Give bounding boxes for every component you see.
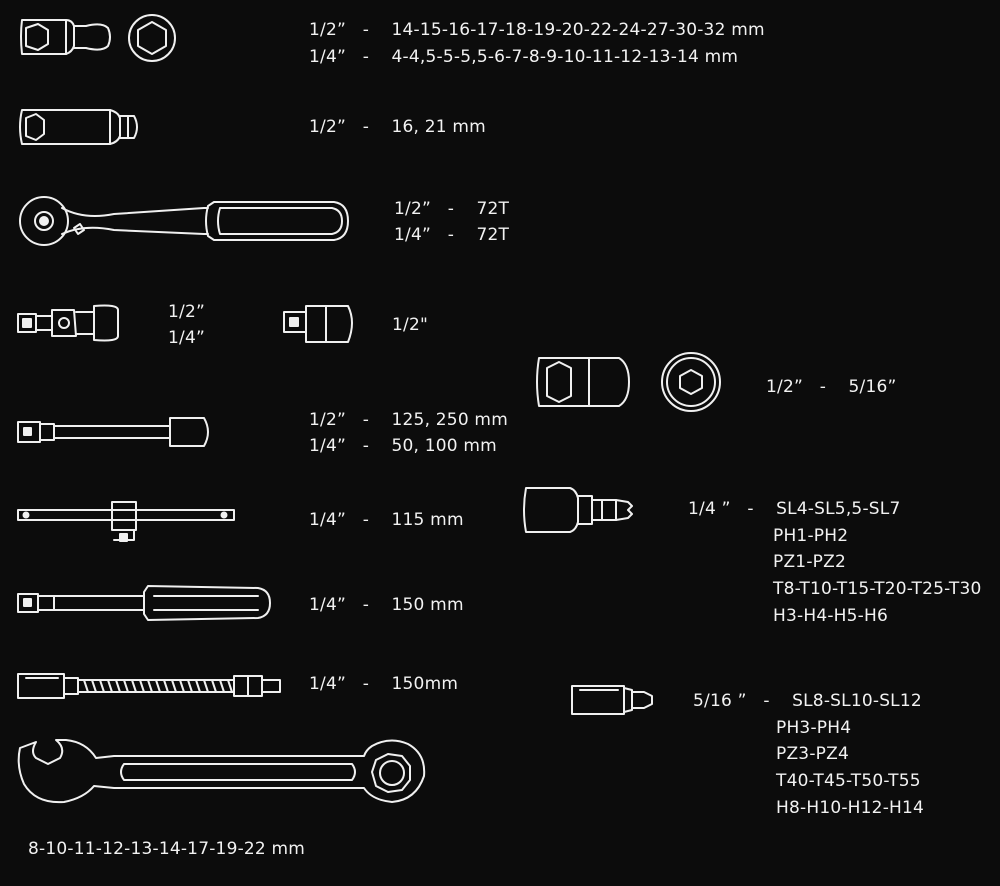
ratchets-spec-2: 1/4” - 72T xyxy=(394,225,510,245)
socket-icon xyxy=(16,12,116,62)
bits-spec-3: PZ3-PZ4 xyxy=(776,744,849,764)
screwdriver-handle-icon xyxy=(14,578,276,628)
universal-joint-spec-2: 1/4” xyxy=(168,328,205,348)
bit-sockets-spec-4: T8-T10-T15-T20-T25-T30 xyxy=(773,579,982,599)
combination-wrench-icon xyxy=(14,734,430,810)
adapter-spec: 1/2" xyxy=(392,315,428,335)
bit-sockets-spec-3: PZ1-PZ2 xyxy=(773,552,846,572)
bits-spec-1: 5/16 ” - SL8-SL10-SL12 xyxy=(693,691,922,711)
bit-sockets-spec-2: PH1-PH2 xyxy=(773,526,849,546)
sockets-spec-1: 1/2” - 14-15-16-17-18-19-20-22-24-27-30-32 mm xyxy=(309,20,765,40)
bit-sockets-spec-5: H3-H4-H5-H6 xyxy=(773,606,888,626)
extension-bar-icon xyxy=(14,412,214,452)
bit-socket-icon xyxy=(520,482,650,538)
bit-sockets-spec-1: 1/4 ” - SL4-SL5,5-SL7 xyxy=(688,499,901,519)
adapter-icon xyxy=(280,298,360,348)
screwdriver-handle-spec: 1/4” - 150 mm xyxy=(309,595,464,615)
flex-extension-spec: 1/4” - 150mm xyxy=(309,674,459,694)
hex-socket-front-icon xyxy=(124,12,180,64)
hex-bit-adapter-front-icon xyxy=(658,350,724,414)
extensions-spec-2: 1/4” - 50, 100 mm xyxy=(309,436,497,456)
bit-icon xyxy=(568,682,664,718)
bit-adapter-icon xyxy=(533,350,633,414)
bit-adapter-spec: 1/2” - 5/16” xyxy=(766,377,897,397)
bits-spec-5: H8-H10-H12-H14 xyxy=(776,798,925,818)
bits-spec-2: PH3-PH4 xyxy=(776,718,852,738)
universal-joint-spec-1: 1/2” xyxy=(168,302,205,322)
t-bar-spec: 1/4” - 115 mm xyxy=(309,510,464,530)
deep-sockets-spec: 1/2” - 16, 21 mm xyxy=(309,117,486,137)
ratchets-spec-1: 1/2” - 72T xyxy=(394,199,510,219)
bits-spec-4: T40-T45-T50-T55 xyxy=(776,771,921,791)
universal-joint-icon xyxy=(14,300,124,346)
deep-socket-icon xyxy=(14,104,144,150)
extensions-spec-1: 1/2” - 125, 250 mm xyxy=(309,410,508,430)
t-bar-icon xyxy=(14,496,238,552)
ratchet-icon xyxy=(14,190,354,252)
wrench-spec: 8-10-11-12-13-14-17-19-22 mm xyxy=(28,839,306,859)
sockets-spec-2: 1/4” - 4-4,5-5-5,5-6-7-8-9-10-11-12-13-14 mm xyxy=(309,47,739,67)
flex-extension-icon xyxy=(14,668,290,706)
